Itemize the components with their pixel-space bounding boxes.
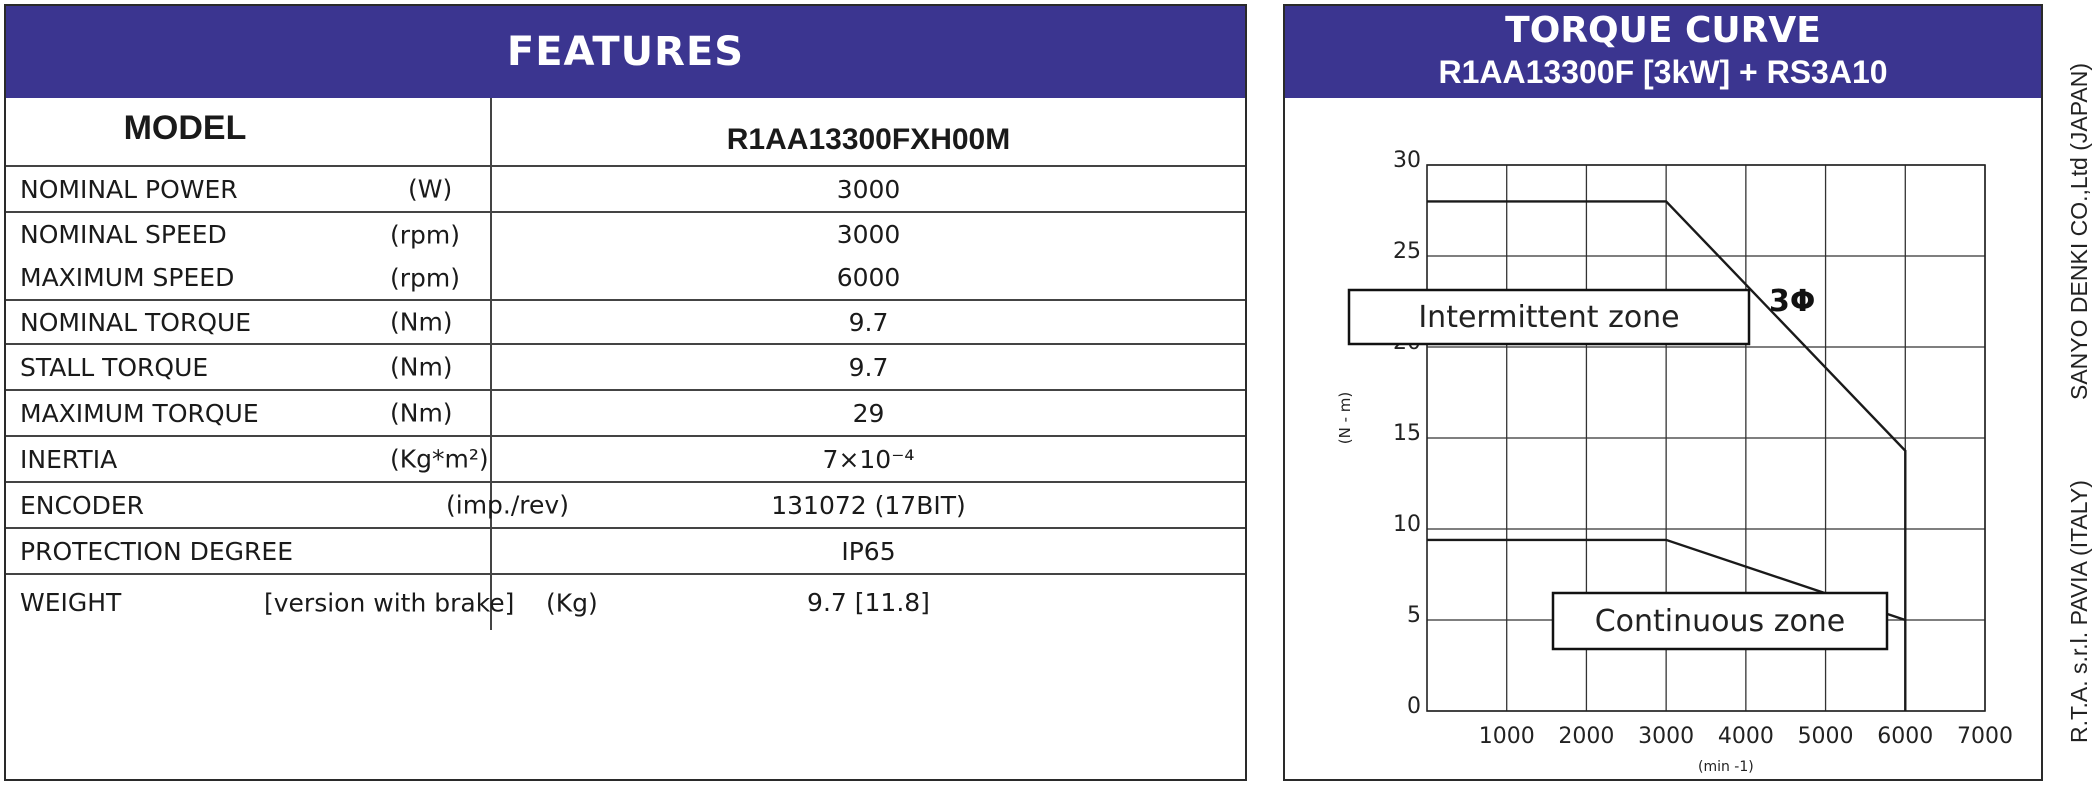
table-row	[6, 300, 1245, 344]
x-tick-label: 1000	[1478, 724, 1535, 749]
row-value: 3000	[491, 212, 1245, 256]
x-tick-label: 6000	[1877, 724, 1934, 749]
row-label: NOMINAL POWER	[20, 174, 238, 204]
x-tick-label: 3000	[1638, 724, 1695, 749]
company-japan-text: SANYO DENKI CO.,Ltd (JAPAN)	[2066, 63, 2092, 401]
row-label: INERTIA	[20, 444, 118, 474]
row-unit: (Kg)	[546, 588, 598, 617]
row-label: STALL TORQUE	[20, 352, 209, 382]
model-value: R1AA13300FXH00M	[726, 122, 1011, 156]
model-value-cell	[491, 98, 1245, 166]
row-note: [version with brake]	[264, 588, 515, 617]
row-unit: (rpm)	[390, 263, 461, 292]
company-italy-text: R.T.A. s.r.l. PAVIA (ITALY)	[2066, 480, 2092, 744]
torque-title: TORQUE CURVE	[1505, 10, 1821, 51]
row-value: 9.7	[491, 344, 1245, 390]
three-phase-label: 3Φ	[1769, 284, 1816, 319]
intermittent-zone-label: Intermittent zone	[1418, 300, 1680, 335]
x-tick-label: 4000	[1717, 724, 1774, 749]
table-row	[6, 344, 1245, 390]
row-label: MAXIMUM SPEED	[20, 263, 235, 292]
row-value: 6000	[836, 263, 901, 292]
table-row	[6, 482, 1245, 528]
y-tick-label: 30	[1393, 148, 1421, 173]
row-unit: (Nm)	[390, 352, 453, 382]
table-row	[6, 390, 1245, 436]
y-tick-label: 15	[1393, 421, 1421, 446]
torque-subtitle: R1AA13300F [3kW] + RS3A10	[1438, 54, 1888, 90]
x-tick-label: 7000	[1957, 724, 2013, 749]
row-label: WEIGHT	[20, 588, 122, 617]
row-value: IP65	[491, 528, 1245, 574]
row-unit: (Nm)	[390, 307, 453, 337]
model-label-cell	[6, 98, 491, 166]
table-row	[6, 212, 1245, 256]
x-tick-label: 5000	[1797, 724, 1854, 749]
table-row	[6, 574, 1245, 630]
model-label: MODEL	[123, 109, 247, 147]
table-row	[6, 166, 1245, 212]
row-label: PROTECTION DEGREE	[20, 536, 293, 566]
table-row	[6, 436, 1245, 482]
table-row	[6, 528, 1245, 574]
features-table	[6, 98, 1245, 630]
row-value: 9.7 [11.8]	[491, 574, 1245, 630]
y-tick-label: 5	[1407, 603, 1421, 628]
torque-chart	[1285, 6, 2041, 779]
torque-panel	[1283, 4, 2043, 781]
row-value: 131072 (17BIT)	[491, 482, 1245, 528]
continuous-zone-label: Continuous zone	[1594, 604, 1846, 639]
x-axis-label: (min -1)	[1697, 759, 1754, 775]
y-tick-label: 25	[1393, 239, 1421, 264]
row-value: 9.7	[491, 300, 1245, 344]
features-title: FEATURES	[6, 6, 1245, 98]
row-unit: (imp./rev)	[446, 490, 569, 520]
row-value: 29	[491, 390, 1245, 436]
row-label: NOMINAL TORQUE	[20, 307, 252, 337]
x-tick-label: 2000	[1558, 724, 1615, 749]
row-label: NOMINAL SPEED	[20, 220, 227, 249]
row-unit: (rpm)	[390, 220, 461, 249]
table-row	[6, 256, 1245, 300]
row-label: ENCODER	[20, 490, 145, 520]
row-unit: (Nm)	[390, 398, 453, 428]
features-panel	[4, 4, 1247, 781]
row-label: MAXIMUM TORQUE	[20, 398, 259, 428]
row-unit: (W)	[408, 174, 453, 204]
y-axis-label: (N - m)	[1336, 391, 1354, 445]
model-row	[6, 98, 1245, 166]
row-value: 3000	[491, 166, 1245, 212]
y-tick-label: 10	[1393, 512, 1421, 537]
row-value: 7×10⁻⁴	[491, 436, 1245, 482]
y-tick-label: 0	[1407, 694, 1421, 719]
row-unit: (Kg*m²)	[390, 444, 489, 474]
